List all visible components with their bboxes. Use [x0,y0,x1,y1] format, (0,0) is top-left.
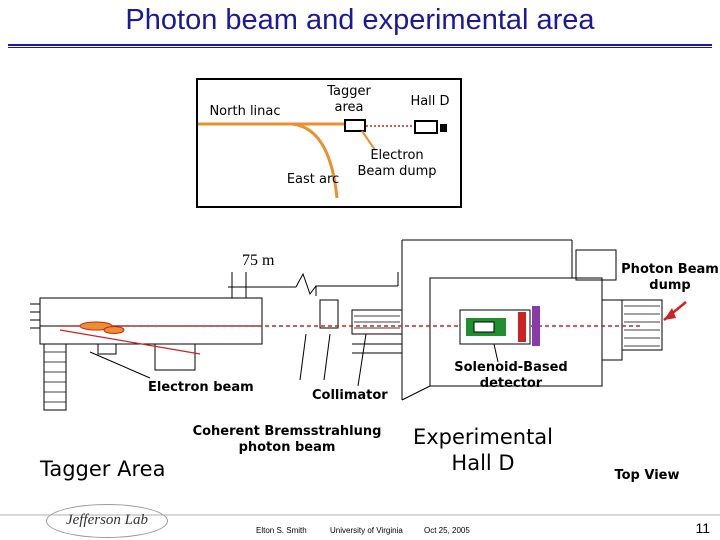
north-linac-label: North linac [209,104,281,119]
east-arc-label: East arc [286,172,340,187]
jefferson-lab-logo [46,504,168,538]
detector-endcap [518,312,526,342]
top-view-label: Top View [614,468,680,483]
tagger-support-left [44,344,66,410]
footer-institution: University of Virginia [330,526,403,535]
hall-d-annex [576,250,616,280]
tagger-area-label: Tagger area [327,84,371,115]
distance-label: 75 m [242,252,275,269]
jefferson-lab-logo-text: Jefferson Lab [65,512,149,528]
experimental-hall-title: Experimental Hall D [412,425,554,475]
tagger-hall-outline [40,298,262,344]
electron-beam-label: Electron beam [148,380,254,395]
electron-beam-dump-label: Electron Beam dump [357,148,437,179]
detector-calorimeter [532,306,540,346]
photon-beam-dump-label: Photon Beam dump [621,262,719,293]
hall-d-label: Hall D [410,94,450,109]
solenoid-detector-label: Solenoid-Based detector [454,360,568,391]
footer-author: Elton S. Smith [256,526,307,535]
page-title: Photon beam and experimental area [125,4,595,36]
footer-date: Oct 25, 2005 [424,526,470,535]
page-number: 11 [695,520,710,536]
tagger-magnet-2 [104,327,124,334]
electron-beam-line [60,330,200,354]
collimator-cave-left [320,300,338,328]
tagger-area-title: Tagger Area [40,457,166,481]
collimator-label: Collimator [312,388,388,403]
coherent-brems-label: Coherent Bremsstrahlung photon beam [192,424,382,455]
photon-dump-housing [622,300,662,350]
